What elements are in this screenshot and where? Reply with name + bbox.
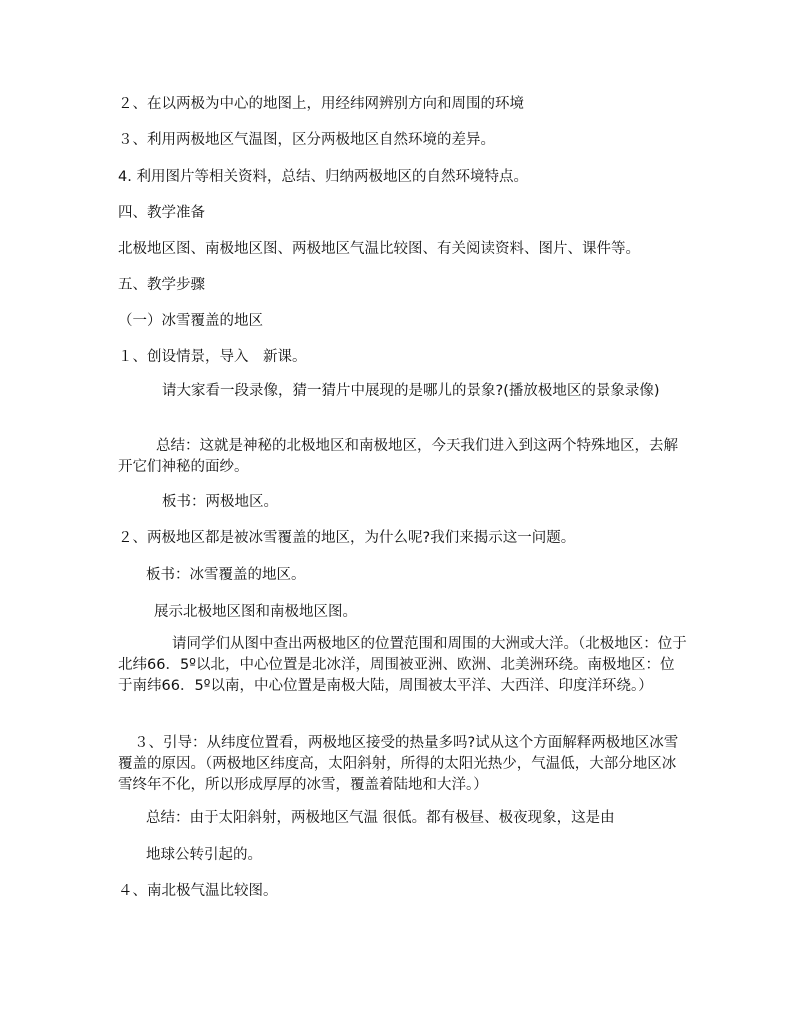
step-3-summary-line: 总结：由于太阳斜射，两极地区气温 很低。都有极昼、极夜现象，这是由	[146, 810, 615, 826]
step-2-title: ２、两极地区都是被冰雪覆盖的地区，为什么呢?我们来揭示这一问题。	[118, 530, 576, 546]
section-heading-preparation: 四、教学准备	[118, 205, 205, 221]
blackboard-note-two-poles: 板书：两极地区。	[162, 494, 278, 510]
preparation-materials: 北极地区图、南极地区图、两极地区气温比较图、有关阅读资料、图片、课件等。	[118, 241, 640, 257]
step-1-video-paragraph: 请大家看一段录像，猜一猜片中展现的是哪儿的景象?(播放极地区的景象录像)	[162, 383, 660, 399]
objective-3: ３、利用两极地区气温图，区分两极地区自然环境的差异。	[118, 132, 495, 148]
step-3-summary-continued: 地球公转引起的。	[146, 847, 262, 863]
objective-4: 4. 利用图片等相关资料，总结、归纳两极地区的自然环境特点。	[118, 169, 528, 185]
step-2-location-paragraph: 请同学们从图中查出两极地区的位置范围和周围的大洲或大洋。（北极地区：位于北纬66．5º以北，中心位置是北冰洋，周围被亚洲、欧洲、北美洲环绕。南极地区：位于南纬66．5º以南，中心位置是南极大陆，周围被太平洋、大西洋、印度洋环绕。）	[118, 636, 687, 694]
show-maps-line: 展示北极地区图和南极地区图。	[154, 604, 357, 620]
section-heading-steps: 五、教学步骤	[118, 277, 205, 293]
step-1-summary-paragraph: 总结：这就是神秘的北极地区和南极地区，今天我们进入到这两个特殊地区，去解开它们神秘的面纱。	[118, 438, 678, 475]
step-1-title: １、创设情景，导入 新课。	[118, 349, 307, 365]
step-3-guidance-paragraph: ３、引导：从纬度位置看，两极地区接受的热量多吗?试从这个方面解释两极地区冰雪覆盖的原因。（两极地区纬度高，太阳斜射，所得的太阳光热少，气温低，大部分地区冰雪终年不化，所以形成厚厚的冰雪，覆盖着陆地和大洋。）	[118, 735, 679, 793]
objective-2: ２、在以两极为中心的地图上，用经纬网辨别方向和周围的环境	[118, 96, 524, 112]
subsection-heading-ice-covered: （一）冰雪覆盖的地区	[118, 313, 263, 329]
blackboard-note-ice-covered: 板书：冰雪覆盖的地区。	[146, 567, 306, 583]
step-4-title: ４、南北极气温比较图。	[118, 883, 278, 899]
